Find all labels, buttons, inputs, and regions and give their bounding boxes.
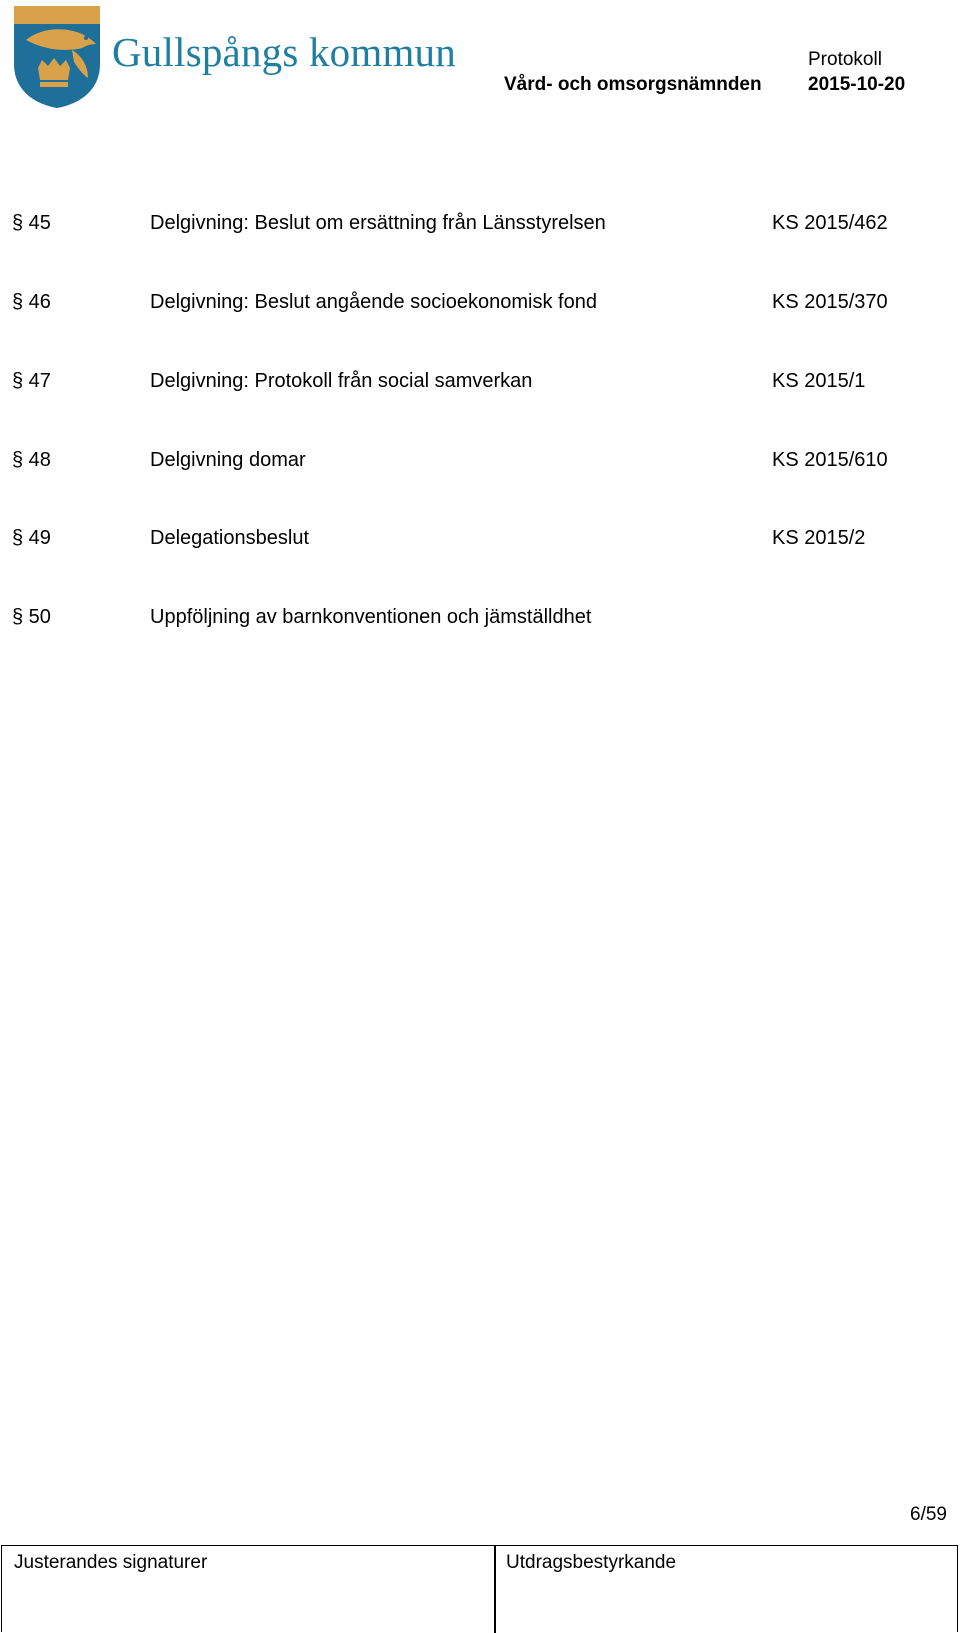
agenda-title: Delegationsbeslut [150,527,309,549]
paragraph-number: § 45 [12,212,51,234]
signatures-label: Justerandes signaturer [14,1552,208,1573]
document-type: Protokoll [808,49,882,70]
paragraph-number: § 48 [12,449,51,471]
agenda-title: Delgivning: Beslut angående socioekonomisk fond [150,291,597,313]
signature-footer-table [1,1545,958,1632]
certification-label: Utdragsbestyrkande [506,1552,677,1573]
board-name: Vård- och omsorgsnämnden [504,74,762,95]
agenda-title: Delgivning: Protokoll från social samverkan [150,370,533,392]
meeting-date: 2015-10-20 [808,74,906,95]
agenda-title: Uppföljning av barnkonventionen och jämställdhet [150,606,592,628]
paragraph-number: § 49 [12,527,51,549]
agenda-item [0,449,960,479]
case-reference: KS 2015/1 [772,370,866,392]
agenda-item [0,291,960,321]
case-reference: KS 2015/2 [772,527,866,549]
footer-divider [494,1546,496,1633]
paragraph-number: § 47 [12,370,51,392]
agenda-title: Delgivning domar [150,449,306,471]
case-reference: KS 2015/462 [772,212,888,234]
paragraph-number: § 46 [12,291,51,313]
agenda-item [0,606,960,636]
page-number: 6/59 [910,1504,947,1525]
agenda-item [0,212,960,242]
agenda-item [0,370,960,400]
agenda-item [0,527,960,557]
case-reference: KS 2015/370 [772,291,888,313]
case-reference: KS 2015/610 [772,449,888,471]
paragraph-number: § 50 [12,606,51,628]
municipality-name: Gullspångs kommun [112,29,456,75]
municipality-coat-of-arms-logo [12,4,102,110]
agenda-title: Delgivning: Beslut om ersättning från Länsstyrelsen [150,212,606,234]
